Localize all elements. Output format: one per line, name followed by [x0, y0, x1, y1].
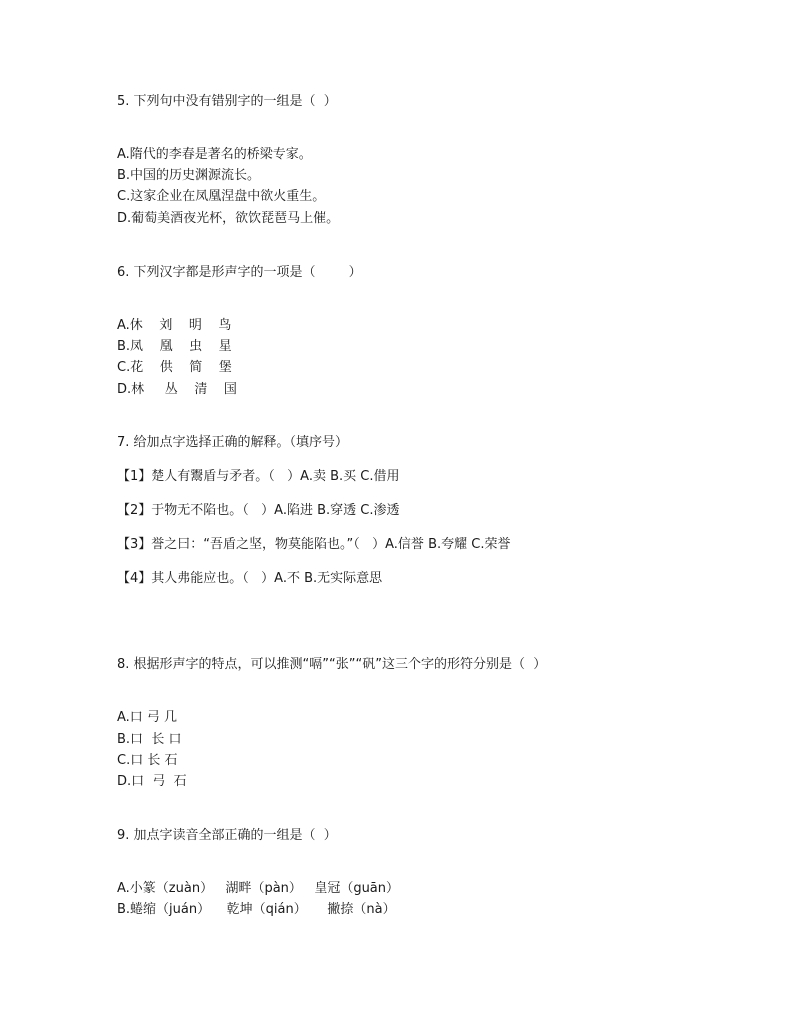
- question-7-item-2: 【2】于物无不陷也。（ ）A.陷进 B.穿透 C.渗透: [117, 503, 400, 518]
- question-5-option-b: B.中国的历史渊源流长。: [117, 168, 261, 183]
- question-8-option-d: D.口 弓 石: [117, 774, 187, 789]
- question-5-option-c: C.这家企业在凤凰涅盘中欲火重生。: [117, 189, 326, 204]
- question-7-item-3: 【3】誉之曰：“吾盾之坚，物莫能陷也。”（ ）A.信誉 B.夸耀 C.荣誉: [117, 537, 511, 552]
- question-5-option-a: A.隋代的李春是著名的桥梁专家。: [117, 147, 312, 162]
- question-7-item-1: 【1】楚人有鬻盾与矛者。（ ）A.卖 B.买 C.借用: [117, 469, 400, 484]
- question-5-option-d: D.葡萄美酒夜光杯，欲饮琵琶马上催。: [117, 211, 340, 226]
- question-9-option-a: A.小篆（zuàn） 湖畔（pàn） 皇冠（guān）: [117, 881, 400, 896]
- question-8-option-c: C.口 长 石: [117, 753, 178, 768]
- question-7-title: 7. 给加点字选择正确的解释。（填序号）: [117, 435, 349, 450]
- question-9-title: 9. 加点字读音全部正确的一组是（ ）: [117, 828, 337, 843]
- question-9-option-b: B.蜷缩（juán） 乾坤（qián） 撇捺（nà）: [117, 902, 396, 917]
- question-8-title: 8. 根据形声字的特点，可以推测“嗝”“张”“矾”这三个字的形符分别是（ ）: [117, 657, 547, 672]
- question-8-option-a: A.口 弓 几: [117, 710, 178, 725]
- question-8-option-b: B.口 长 口: [117, 732, 182, 747]
- question-6-option-a: A.休 刘 明 鸟: [117, 318, 232, 333]
- question-6-option-b: B.凤 凰 虫 星: [117, 339, 232, 354]
- question-5-title: 5. 下列句中没有错别字的一组是（ ）: [117, 94, 337, 109]
- question-6-title: 6. 下列汉字都是形声字的一项是（ ）: [117, 265, 362, 280]
- question-7-item-4: 【4】其人弗能应也。（ ）A.不 B.无实际意思: [117, 571, 383, 586]
- question-6-option-d: D.林 丛 清 国: [117, 382, 237, 397]
- question-6-option-c: C.花 供 简 堡: [117, 360, 232, 375]
